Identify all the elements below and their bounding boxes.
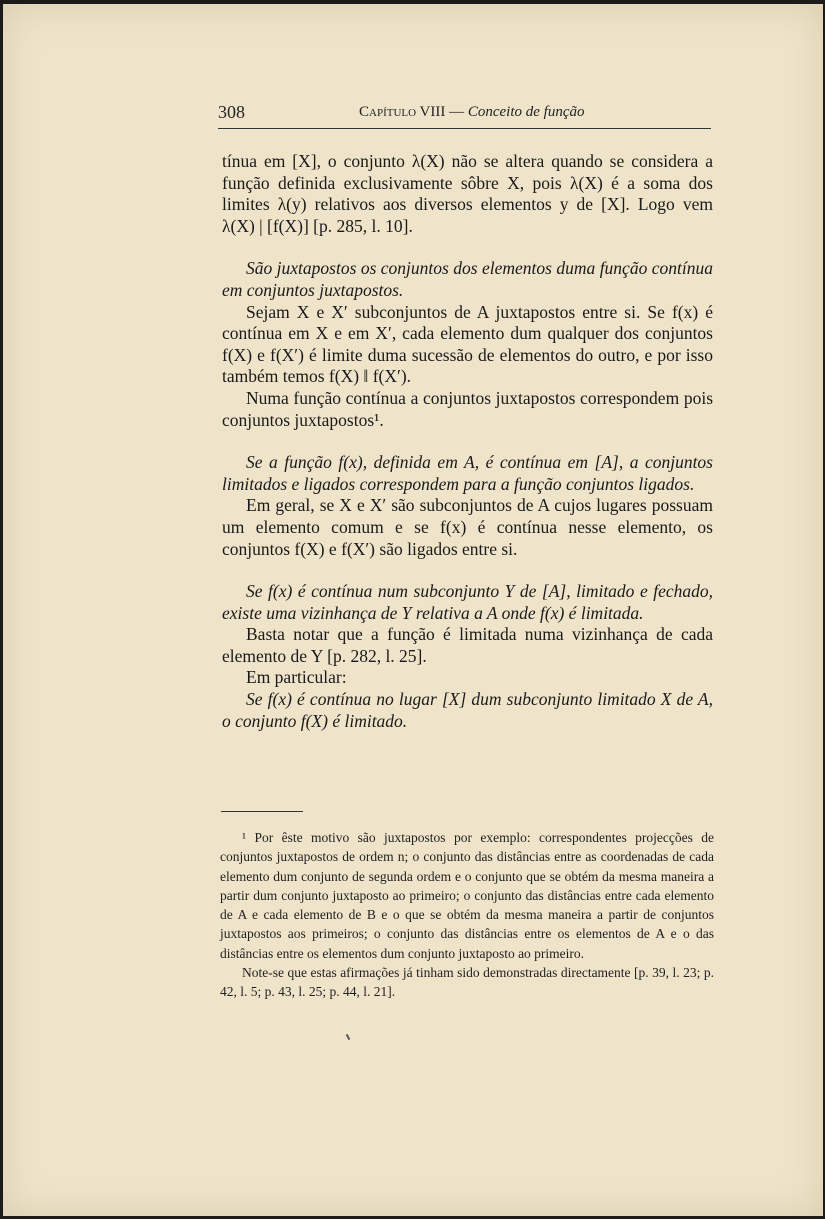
- footnote: ¹ Por êste motivo são juxtapostos por exemplo: correspondentes projecções de conjuntos juxtapostos de ordem n; o conjunto das distâncias entre as coordenadas de cada elemento dum conjunto de segunda ordem e o conjunto que se obtém da mesma maneira a partir dum conjunto juxtaposto ao primeiro; o conjunto das distâncias entre cada elemento de A e cada elemento de B e o que se obtém da mesma maneira a partir de conjuntos juxtapostos aos primeiros; o conjunto das distâncias entre os elementos de A e o das distâncias entre os elementos dum conjunto juxtaposto ao primeiro.: [220, 830, 714, 961]
- paragraph: Basta notar que a função é limitada numa vizinhança de cada elemento de Y [p. 282, l. 25].: [222, 624, 713, 666]
- page-number: 308: [218, 102, 245, 122]
- running-head: [359, 104, 585, 121]
- paragraph: tínua em [X], o conjunto λ(X) não se altera quando se considera a função definida exclusivamente sôbre X, pois λ(X) é a soma dos limites λ(y) relativos aos diversos elementos y de [X]. Logo vem λ(X) | [f(X)] [p. 285, l. 10].: [222, 151, 713, 236]
- footnotes: [220, 828, 714, 1002]
- page-header: [218, 102, 711, 129]
- paragraph: Em particular:: [246, 667, 347, 688]
- main-text: [222, 151, 713, 732]
- theorem-statement: Se a função f(x), definida em A, é contínua em [A], a conjuntos limitados e ligados correspondem para a função conjuntos ligados.: [222, 452, 713, 494]
- paragraph: Sejam X e X′ subconjuntos de A juxtapostos entre si. Se f(x) é contínua em X e em X′, cada elemento dum qualquer dos conjuntos f(X) e f(X′) é limite duma sucessão de elementos do outro, e por isso também temos f(X) ‖ f(X′).: [222, 301, 713, 387]
- header-separator: —: [445, 104, 468, 120]
- theorem-statement: São juxtapostos os conjuntos dos elementos duma função contínua em conjuntos juxtapostos.: [222, 258, 713, 300]
- ink-speck: [346, 1034, 351, 1040]
- chapter-title: Capítulo VIII: [359, 104, 446, 120]
- theorem-statement: Se f(x) é contínua num subconjunto Y de [A], limitado e fechado, existe uma vizinhança de Y relativa a A onde f(x) é limitada.: [222, 581, 713, 623]
- book-page: [3, 4, 823, 1216]
- footnote-divider: [221, 811, 303, 812]
- paragraph: Em geral, se X e X′ são subconjuntos de A cujos lugares possuam um elemento comum e se f(x) é contínua nesse elemento, os conjuntos f(X) e f(X′) são ligados entre si.: [222, 495, 713, 559]
- chapter-topic: Conceito de função: [467, 104, 585, 120]
- theorem-statement: Se f(x) é contínua no lugar [X] dum subconjunto limitado X de A, o conjunto f(X) é limitado.: [222, 689, 713, 731]
- footnote-continuation: Note-se que estas afirmações já tinham sido demonstradas directamente [p. 39, l. 23; p. 42, l. 5; p. 43, l. 25; p. 44, l. 21].: [220, 965, 714, 1000]
- paragraph: Numa função contínua a conjuntos juxtapostos correspondem pois conjuntos juxtapostos¹.: [222, 387, 713, 430]
